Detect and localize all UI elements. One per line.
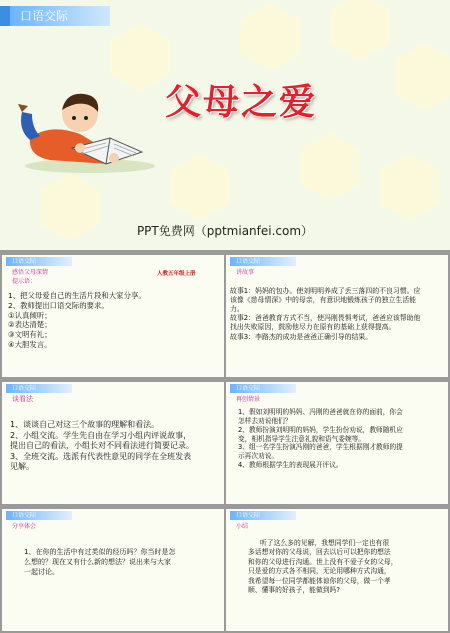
hex-decoration [330,10,390,44]
body-line: 2、小组交流。学生先自由在学习小组内评说故事， [10,430,192,440]
slide-opinions [2,382,224,504]
prompt-label: 提示语： [12,278,37,285]
boy-reading-illustration [10,68,160,178]
slide-summary [226,509,448,631]
section-tag: 口语交际 [10,6,110,26]
hex-decoration [395,60,450,94]
body-line: 1、假如刘明明的妈妈、冯刚的爸爸就在你的面前，你会 [238,408,403,416]
body-line: 2、教师扮演刘明明的妈妈，学生扮份劝说，教师随机应 [238,425,403,434]
slide-tag: 口语交际 [230,384,296,393]
tag-accent [0,6,10,26]
body-line: 1、把父母爱自己的生活片段和大家分享。 [8,291,146,300]
slide-share-stories [2,255,224,377]
body-line: 一起讨论。 [24,568,59,577]
body-line: 找出失败原因，鼓励他尽力在原有的基础上获得提高。 [230,323,396,332]
hex-decoration [170,170,230,204]
main-title: 父母之爱 [165,82,318,123]
body-line: 1、在你的生活中有过类似的经历吗？你当时是怎 [24,548,176,556]
slide-tag: 口语交际 [6,257,72,266]
hex-decoration [240,20,300,54]
body-line: ④大胆发言。 [8,339,52,349]
body-line: 2、教师提出口语交际的要求。 [8,300,109,310]
credit-text: PPT免费网（pptmianfei.com） [136,224,314,238]
hex-decoration [300,150,360,184]
body-line: 该像《慈母情深》中的母亲，有意识地锻炼孩子的独立生活能 [230,296,417,305]
body-line: 多话想对你的父母说，回去以后可以把你的想法 [248,548,391,557]
body-line: 提出自己的看法，小组长对不同看法进行简要记录。 [10,441,194,451]
slide-share-experience [2,509,224,631]
hex-decoration [40,190,100,224]
body-line: 示再次劝说。 [238,452,279,461]
slide-body [238,408,403,470]
slide-body [24,547,175,577]
slide-body [248,539,398,595]
slide-subtitle: 讲故事 [236,269,255,276]
body-line: 怎样去劝说他们？ [238,416,292,425]
body-line: 听了这么多的见解，我想同学们一定也有很 [260,539,390,547]
body-line: 1、谈谈自己对这三个故事的理解和看法。 [10,420,160,429]
body-line: 故事3：李路杰的成功是爸爸正确引导的结果。 [230,332,373,341]
body-line: 故事1：妈妈的包办。使刘明明养成了丢三落四的不良习惯。应 [230,287,421,295]
hex-decoration [380,170,440,204]
body-line: 力。 [230,305,244,314]
body-line: ②表达清楚； [8,320,52,330]
grade-label: 人教五年级上册 [157,271,196,277]
slide-tag: 口语交际 [6,511,72,520]
body-line: 么想的？现在又有什么新的想法？说出来与大家 [24,558,171,567]
body-line: 4、教师根据学生的表现展开评议。 [238,461,343,470]
body-line: 变，相机指导学生注意礼貌和语气委婉等。 [238,434,366,443]
slide-body [10,420,194,473]
body-line: 见解。 [10,462,34,472]
slide-tag: 口语交际 [230,511,296,520]
body-line: 只是爱的方式各不相同，无论用哪种方式沟通， [248,567,391,576]
slide-body [230,287,420,342]
body-line: 顺、懂事的好孩子，能做到吗? [248,585,340,594]
slide-subtitle: 再创情景 [236,396,261,403]
slide-subtitle: 小结 [236,523,249,530]
title-slide [0,0,450,250]
slide-tag: 口语交际 [230,257,296,266]
body-line: 和你的父母进行沟通。世上没有不爱子女的父母， [248,557,398,566]
slide-tag: 口语交际 [6,384,72,393]
body-line: 我希望每一位同学都能体谅你的父母，做一个孝 [248,576,391,585]
slide-stories [226,255,448,377]
body-line: ③文明有礼； [8,330,52,340]
body-line: 3、全班交流。选派有代表性意见的同学在全班发表 [10,451,192,461]
slide-subtitle: 感悟父母深情 [12,269,49,276]
slide-roleplay [226,382,448,504]
slide-subtitle: 谈看法 [12,395,33,403]
body-line: 故事2：爸爸教育方式不当，使冯刚畏惧考试，爸爸应该帮助他 [230,314,421,323]
body-line: 3、组一名学生扮演冯刚的爸爸，学生根据刚才教师的提 [238,443,403,452]
slide-body [8,291,146,350]
body-line: ①认真倾听； [8,310,52,320]
slide-subtitle: 分享体会 [12,523,37,530]
